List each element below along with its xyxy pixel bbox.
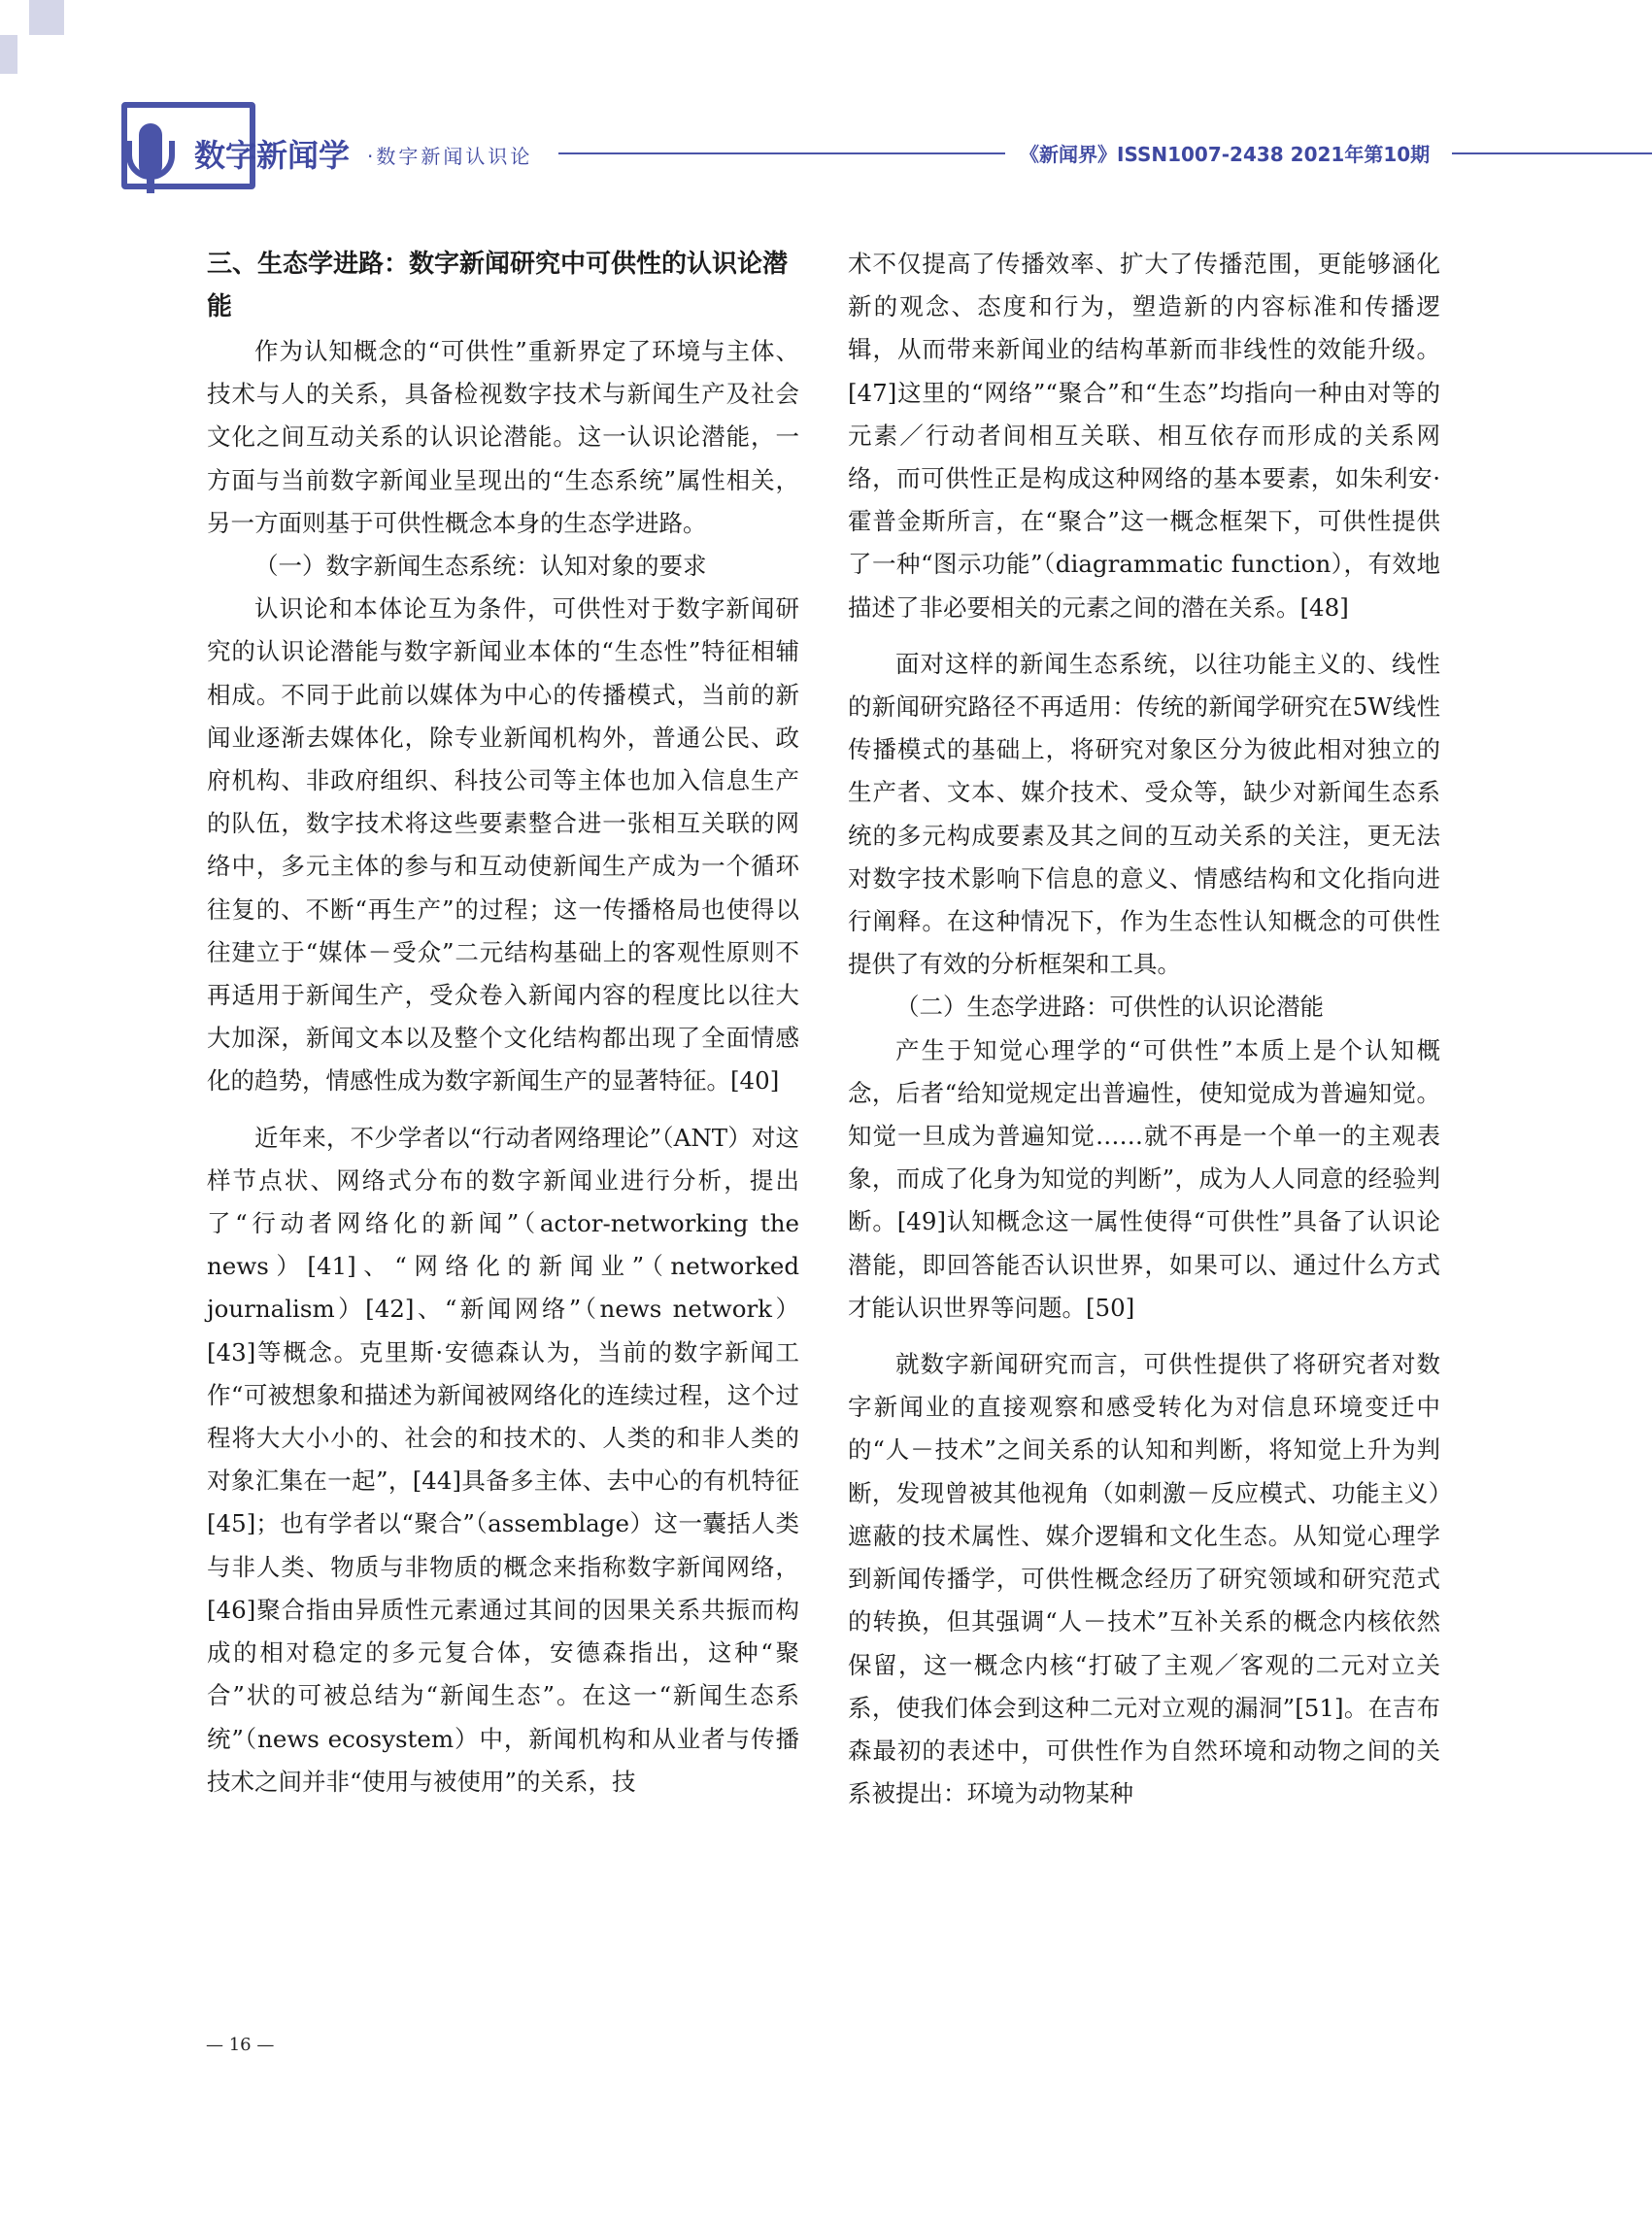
section-name: 数字新闻学 [194, 137, 351, 174]
paragraph: 产生于知觉心理学的“可供性”本质上是个认知概念，后者“给知觉规定出普遍性，使知觉成为普遍知觉。知觉一旦成为普遍知觉……就不再是一个单一的主观表象，而成了化身为知觉的判断”，成为人人同意的经验判断。[49]认知概念这一属性使得“可供性”具备了认识论潜能，即回答能否认识世界，如果可以、通过什么方式才能认识世界等问题。[50] [848, 1035, 1440, 1322]
corner-decoration [29, 0, 64, 35]
left-column [207, 243, 799, 1804]
header-rule [558, 152, 1005, 154]
paragraph: 近年来，不少学者以“行动者网络理论”（ANT）对这样节点状、网络式分布的数字新闻业进行分析，提出了“行动者网络化的新闻”（actor-networking the news）[41]、“网络化的新闻业”（networked journalism）[42]、“新闻网络”（news network）[43]等概念。克里斯·安德森认为，当前的数字新闻工作“可被想象和描述为新闻被网络化的连续过程，这个过程将大大小小的、社会的和技术的、人类的和非人类的对象汇集在一起”，[44]具备多主体、去中心的有机特征[45]；也有学者以“聚合”（assemblage）这一囊括人类与非人类、物质与非物质的概念来指称数字新闻网络，[46]聚合指由异质性元素通过其间的因果关系共振而构成的相对稳定的多元复合体，安德森指出，这种“聚合”状的可被总结为“新闻生态”。在这一“新闻生态系统”（news ecosystem）中，新闻机构和从业者与传播技术之间并非“使用与被使用”的关系，技 [207, 1123, 799, 1796]
header-rule [1452, 152, 1652, 154]
subsection-heading: （一）数字新闻生态系统：认知对象的要求 [254, 552, 707, 581]
paragraph: 面对这样的新闻生态系统，以往功能主义的、线性的新闻研究路径不再适用：传统的新闻学研究在5W线性传播模式的基础上，将研究对象区分为彼此相对独立的生产者、文本、媒介技术、受众等，缺少对新闻生态系统的多元构成要素及其之间的互动关系的关注，更无法对数字技术影响下信息的意义、情感结构和文化指向进行阐释。在这种情况下，作为生态性认知概念的可供性提供了有效的分析框架和工具。 [848, 649, 1440, 979]
microphone-stem-icon [147, 178, 154, 193]
paragraph: 作为认知概念的“可供性”重新界定了环境与主体、技术与人的关系，具备检视数字技术与新闻生产及社会文化之间互动关系的认识论潜能。这一认识论潜能，一方面与当前数字新闻业呈现出的“生态系统”属性相关，另一方面则基于可供性概念本身的生态学进路。 [207, 337, 799, 537]
paragraph: 就数字新闻研究而言，可供性提供了将研究者对数字新闻业的直接观察和感受转化为对信息环境变迁中的“人－技术”之间关系的认知和判断，将知觉上升为判断，发现曾被其他视角（如刺激－反应模式、功能主义）遮蔽的技术属性、媒介逻辑和文化生态。从知觉心理学到新闻传播学，可供性概念经历了研究领域和研究范式的转换，但其强调“人－技术”互补关系的概念内核依然保留，这一概念内核“打破了主观／客观的二元对立关系，使我们体会到这种二元对立观的漏洞”[51]。在吉布森最初的表述中，可供性作为自然环境和动物之间的关系被提出：环境为动物某种 [848, 1350, 1440, 1808]
subsection-heading: （二）生态学进路：可供性的认识论潜能 [895, 993, 1324, 1022]
section-subtitle: ·数字新闻认识论 [367, 145, 533, 168]
page-number: — 16 — [206, 2035, 275, 2055]
paragraph-continuation: 术不仅提高了传播效率、扩大了传播范围，更能够涵化新的观念、态度和行为，塑造新的内容标准和传播逻辑，从而带来新闻业的结构革新而非线性的效能升级。[47]这里的“网络”“聚合”和“生态”均指向一种由对等的元素／行动者间相互关联、相互依存而形成的关系网络，而可供性正是构成这种网络的基本要素，如朱利安·霍普金斯所言，在“聚合”这一概念框架下，可供性提供了一种“图示功能”（diagrammatic function），有效地描述了非必要相关的元素之间的潜在关系。[48] [848, 250, 1440, 622]
running-header [0, 92, 1652, 199]
section-heading: 三、生态学进路：数字新闻研究中可供性的认识论潜能 [207, 250, 789, 321]
right-column [848, 243, 1440, 1815]
paragraph: 认识论和本体论互为条件，可供性对于数字新闻研究的认识论潜能与数字新闻业本体的“生态性”特征相辅相成。不同于此前以媒体为中心的传播模式，当前的新闻业逐渐去媒体化，除专业新闻机构外，普通公民、政府机构、非政府组织、科技公司等主体也加入信息生产的队伍，数字技术将这些要素整合进一张相互关联的网络中，多元主体的参与和互动使新闻生产成为一个循环往复的、不断“再生产”的过程；这一传播格局也使得以往建立于“媒体－受众”二元结构基础上的客观性原则不再适用于新闻生产，受众卷入新闻内容的程度比以往大大加深，新闻文本以及整个文化结构都出现了全面情感化的趋势，情感性成为数字新闻生产的显著特征。[40] [207, 594, 799, 1096]
corner-decoration [0, 35, 17, 74]
journal-info: 《新闻界》ISSN1007-2438 2021年第10期 [1020, 143, 1431, 166]
